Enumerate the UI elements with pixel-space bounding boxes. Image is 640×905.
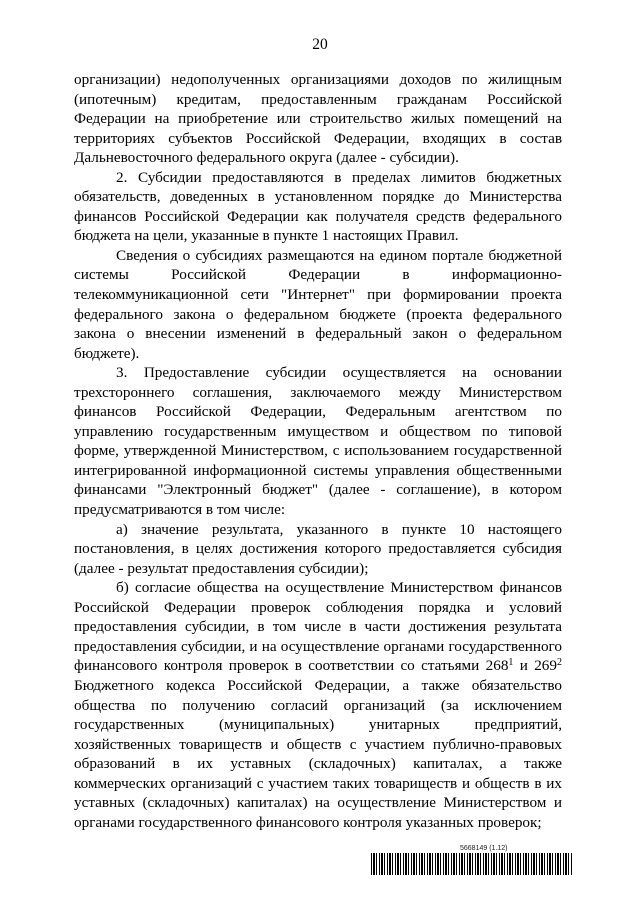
- item-b-text-1: б) согласие общества на осуществление Министерством финансов Российской Федерации проверок соблюдения порядка и условий предоставления субсидии, в том числе в части достижения результата предоставления субсидии, и на осуществление органами государственного финансового контроля проверок в соответствии со статьями 268: [74, 579, 562, 675]
- document-body: [74, 70, 562, 832]
- paragraph-item-b: [74, 578, 562, 832]
- item-b-text-2: и 269: [513, 657, 557, 675]
- item-b-text-3: Бюджетного кодекса Российской Федерации, а также обязательство общества по получению согласий организаций (за исключением государственных (муниципальных) унитарных предприятий, хозяйственных товариществ и обществ с участием публично-правовых образований в их уставных (складочных) капиталах, а также коммерческих организаций с участием таких товариществ и обществ в их уставных (складочных) капиталах) на осуществление Министерством и органами государственного финансового контроля указанных проверок;: [74, 676, 562, 831]
- superscript-1: 1: [508, 657, 514, 669]
- barcode: [371, 853, 572, 875]
- superscript-2: 2: [557, 657, 562, 669]
- paragraph-clause-3: 3. Предоставление субсидии осуществляется на основании трехстороннего соглашения, заключаемого между Министерством финансов Российской Федерации, Федеральным агентством по управлению государственным имуществом и обществом по типовой форме, утвержденной Министерством, с использованием государственной интегрированной информационной системы управления общественными финансами "Электронный бюджет" (далее - соглашение), в котором предусматриваются в том числе:: [74, 364, 562, 519]
- paragraph-subsidy-info: Сведения о субсидиях размещаются на едином портале бюджетной системы Российской Федерации в информационно-телекоммуникационной сети "Интернет" при формировании проекта федерального закона о федеральном бюджете (проекта федерального закона о внесении изменений в федеральный закон о федеральном бюджете).: [74, 246, 562, 362]
- paragraph-continuation: организации) недополученных организациями доходов по жилищным (ипотечным) кредитам, предоставленным гражданам Российской Федерации на приобретение или строительство жилых помещений на территориях субъектов Российской Федерации, входящих в состав Дальневосточного федерального округа (далее - субсидии).: [74, 71, 562, 167]
- page-number: 20: [312, 36, 328, 53]
- paragraph-clause-2: 2. Субсидии предоставляются в пределах лимитов бюджетных обязательств, доведенных в установленном порядке до Министерства финансов Российской Федерации как получателя средств федерального бюджета на цели, указанные в пункте 1 настоящих Правил.: [74, 168, 562, 245]
- document-code: 5668149 (1.12): [460, 845, 508, 852]
- paragraph-item-a: а) значение результата, указанного в пункте 10 настоящего постановления, в целях достижения которого предоставляется субсидия (далее - результат предоставления субсидии);: [74, 520, 562, 577]
